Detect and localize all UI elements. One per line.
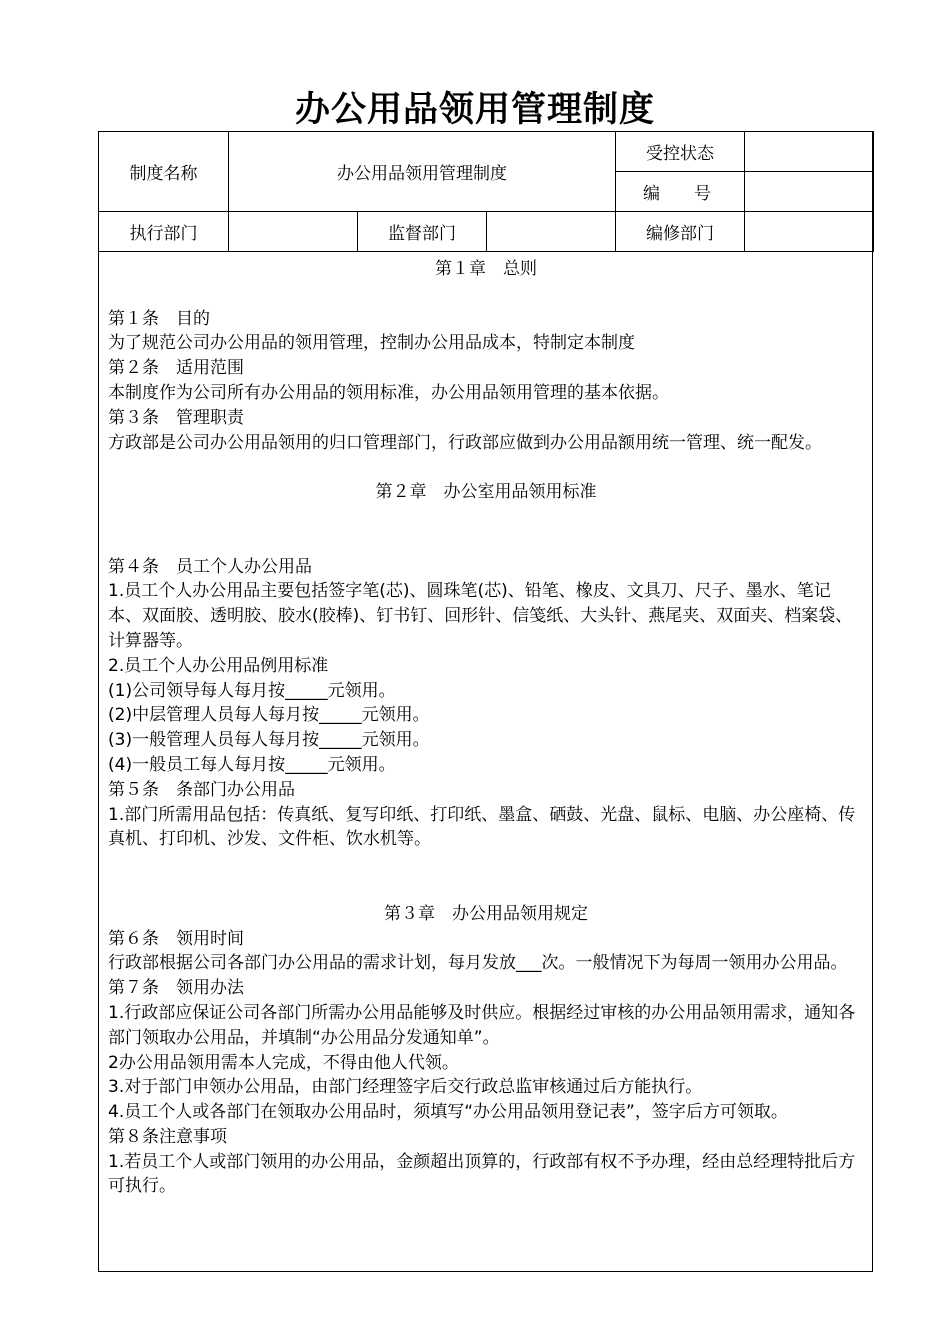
- paragraph: 2.员工个人办公用品例用标准: [108, 655, 329, 676]
- article-heading: 第５条 条部门办公用品: [108, 779, 295, 800]
- article-heading: 第４条 员工个人办公用品: [108, 556, 312, 577]
- paragraph: (3)一般管理人员每人每月按_____元领用。: [108, 730, 430, 751]
- paragraph: 行政部根据公司各部门办公用品的需求计划，每月发放___次。一般情况下为每周一领用办公用品。: [108, 953, 848, 974]
- paragraph: (1)公司领导每人每月按_____元领用。: [108, 680, 396, 701]
- policy-name-label: 制度名称: [99, 132, 229, 212]
- chapter-heading: 第１章 总则: [435, 259, 537, 279]
- paragraph: 4.员工个人或各部门在领取办公用品时，须填写“办公用品领用登记表”，签字后方可领取。: [108, 1102, 788, 1123]
- exec-dept-value: [229, 212, 358, 252]
- exec-dept-label: 执行部门: [99, 212, 229, 252]
- article-heading: 第６条 领用时间: [108, 928, 244, 949]
- paragraph: 方政部是公司办公用品领用的归口管理部门，行政部应做到办公用品额用统一管理、统一配发。: [108, 432, 822, 453]
- control-status-value: [745, 132, 874, 172]
- paragraph: 本制度作为公司所有办公用品的领用标准，办公用品领用管理的基本依据。: [108, 382, 669, 403]
- chapter-heading: 第２章 办公室用品领用标准: [375, 482, 597, 503]
- supervise-dept-label: 监督部门: [358, 212, 487, 252]
- article-heading: 第７条 领用办法: [108, 978, 244, 999]
- chapter-heading: 第３章 办公用品领用规定: [384, 903, 588, 924]
- number-label: 编 号: [616, 172, 745, 212]
- paragraph: 1.部门所需用品包括：传真纸、复写印纸、打印纸、墨盒、硒鼓、光盘、鼠标、电脑、办公座椅、传真机、打印机、沙发、文件柜、饮水机等。: [108, 804, 856, 850]
- number-value: [745, 172, 874, 212]
- paragraph: 为了规范公司办公用品的领用管理，控制办公用品成本，特制定本制度: [108, 333, 635, 354]
- document-body: [108, 257, 864, 1199]
- paragraph: 2办公用品领用需本人完成，不得由他人代领。: [108, 1052, 459, 1073]
- policy-name-value: 办公用品领用管理制度: [229, 132, 616, 212]
- article-heading: 第１条 目的: [108, 308, 210, 329]
- edit-dept-value: [745, 212, 874, 252]
- supervise-dept-value: [487, 212, 616, 252]
- paragraph: 3.对于部门申领办公用品，由部门经理签字后交行政总监审核通过后方能执行。: [108, 1077, 703, 1098]
- paragraph: (2)中层管理人员每人每月按_____元领用。: [108, 705, 430, 726]
- edit-dept-label: 编修部门: [616, 212, 745, 252]
- article-heading: 第２条 适用范围: [108, 358, 244, 379]
- document-title: 办公用品领用管理制度: [294, 90, 655, 130]
- article-heading: 第８条注意事项: [108, 1126, 227, 1147]
- paragraph: 1.员工个人办公用品主要包括签字笔(芯)、圆珠笔(芯)、铅笔、橡皮、文具刀、尺子、墨水、笔记本、双面胶、透明胶、胶水(胶棒)、钉书钉、回形针、信笺纸、大头针、燕尾夹、双面夹、档案袋、计算器等。: [108, 581, 853, 651]
- article-heading: 第３条 管理职责: [108, 407, 244, 428]
- paragraph: 1.行政部应保证公司各部门所需办公用品能够及时供应。根据经过审核的办公用品领用需求，通知各部门领取办公用品，并填制“办公用品分发通知单”。: [108, 1002, 856, 1048]
- header-table: [98, 131, 874, 252]
- paragraph: (4)一般员工每人每月按_____元领用。: [108, 754, 396, 775]
- control-status-label: 受控状态: [616, 132, 745, 172]
- paragraph: 1.若员工个人或部门领用的办公用品，金颜超出顶算的，行政部有权不予办理，经由总经理特批后方可执行。: [108, 1151, 856, 1197]
